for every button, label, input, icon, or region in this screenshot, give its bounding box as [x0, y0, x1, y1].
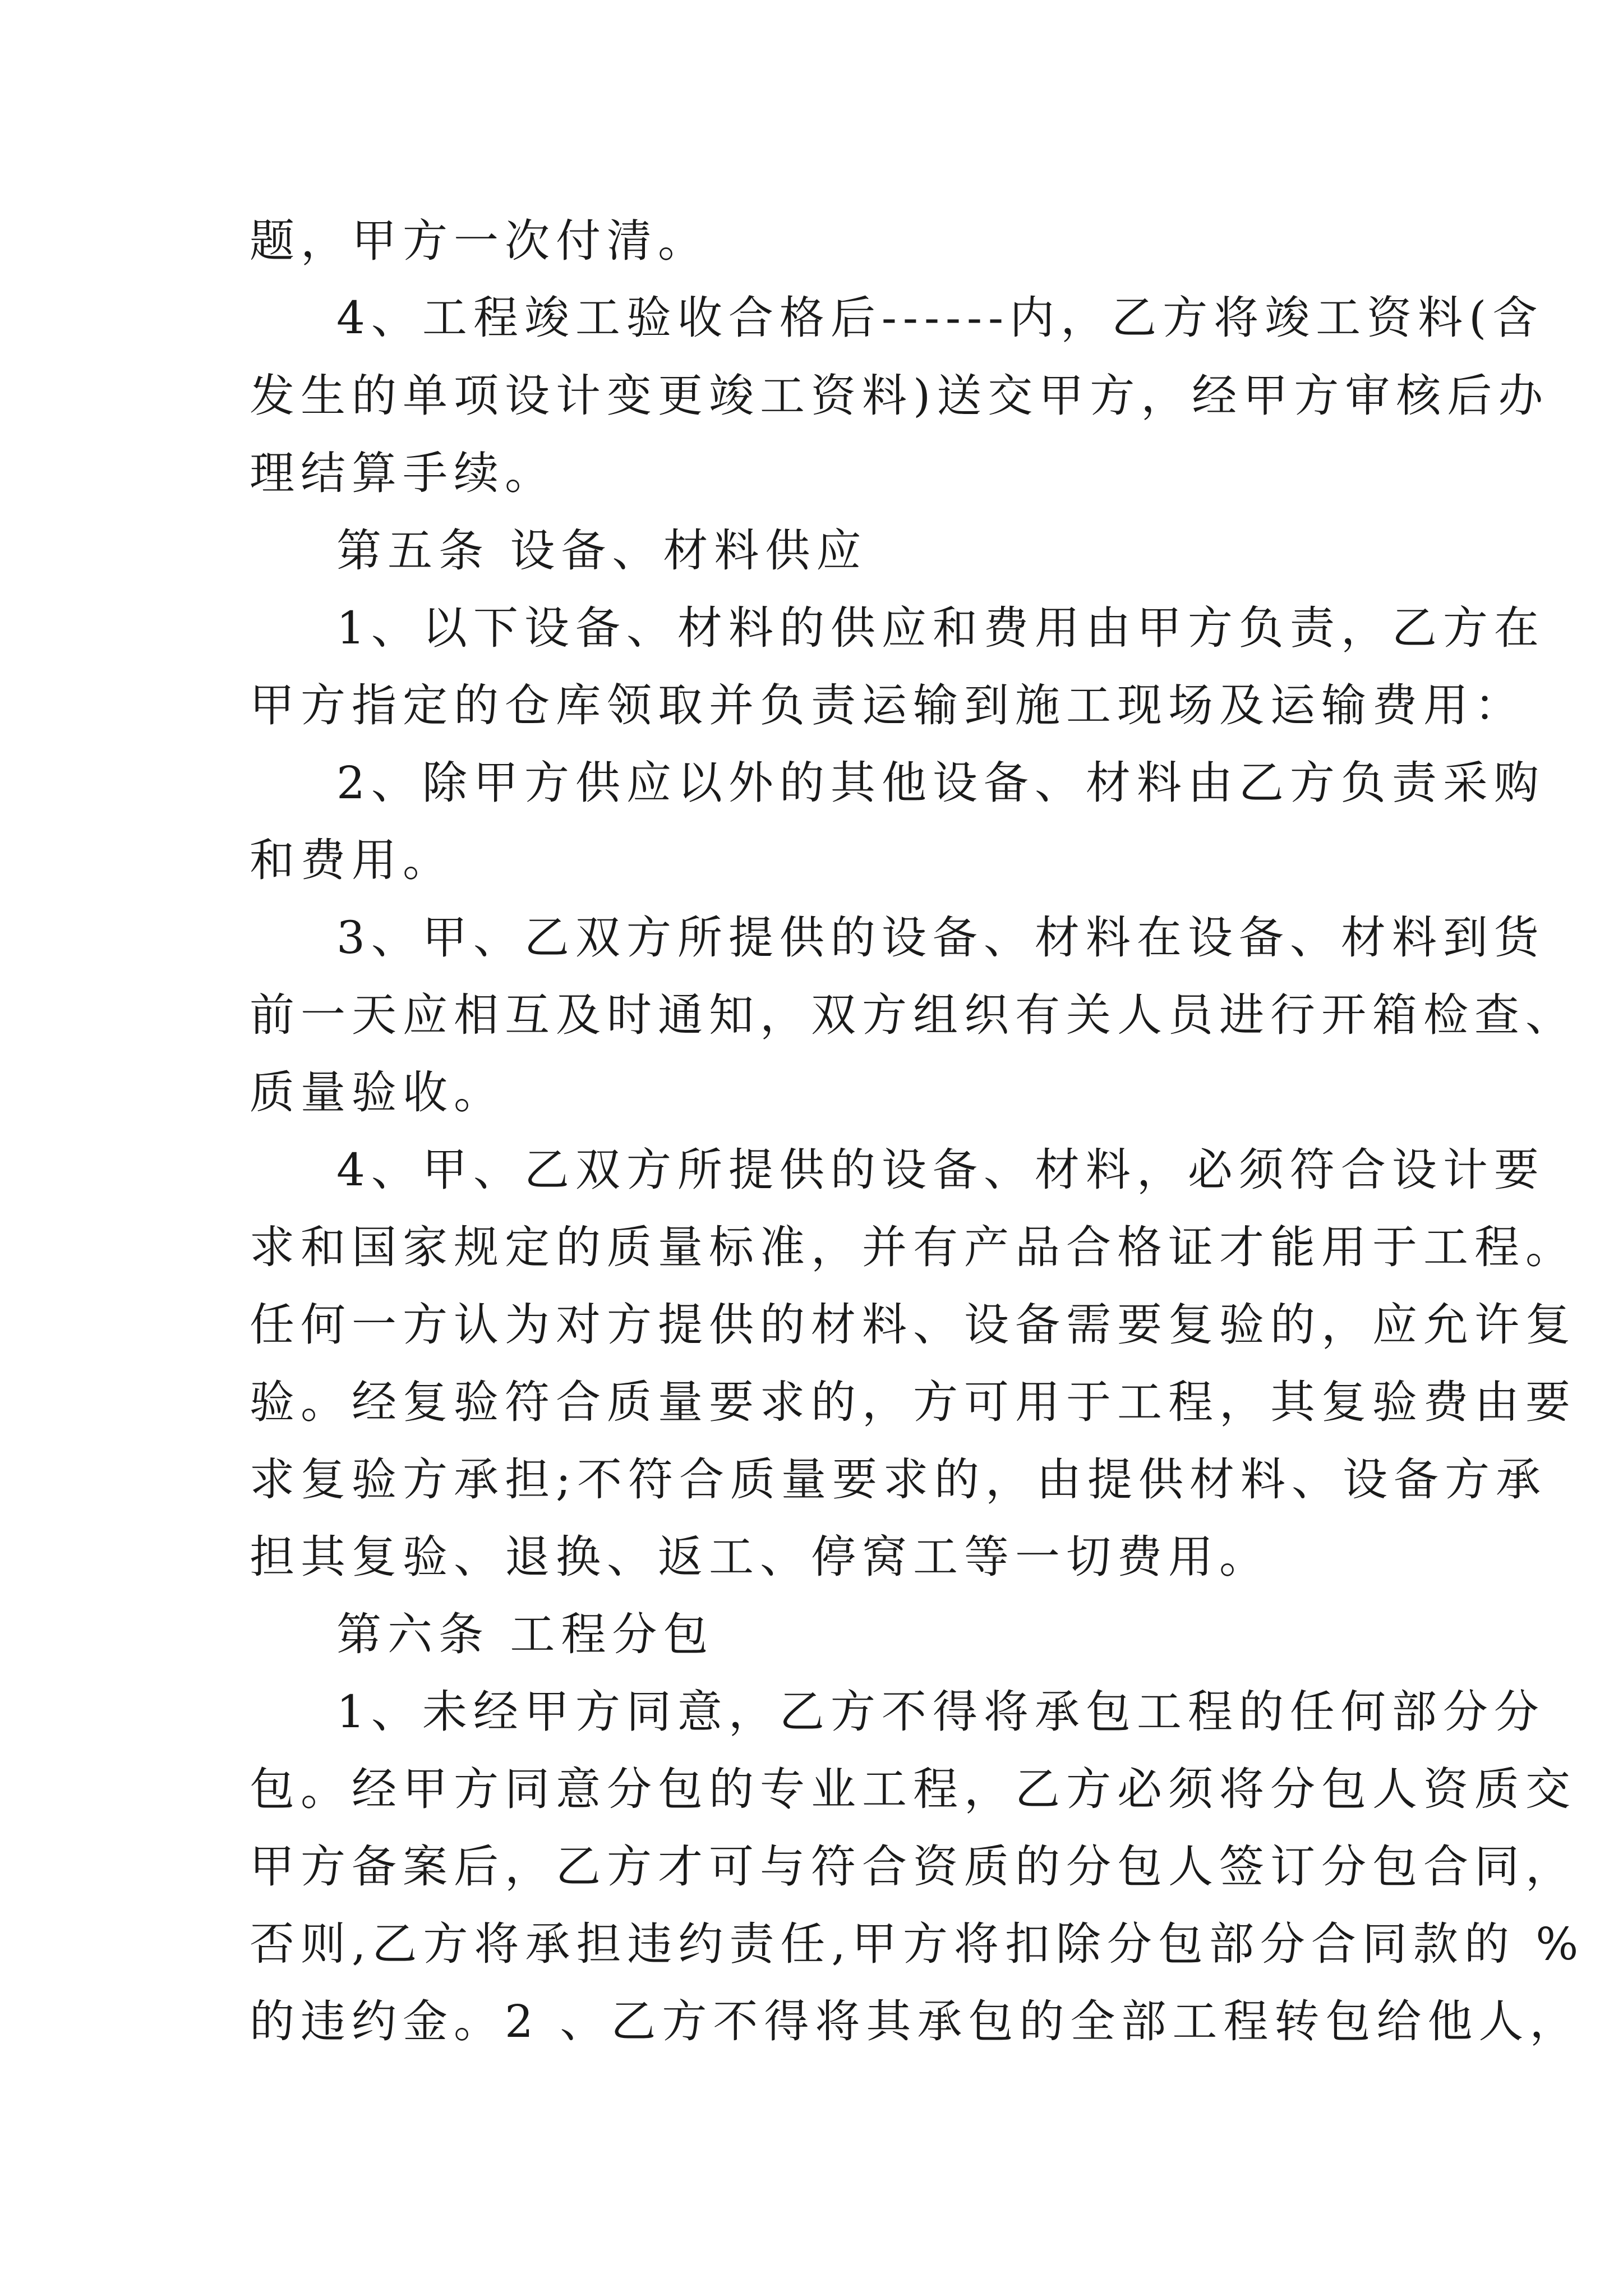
text-line: 否则,乙方将承担违约责任,甲方将扣除分包部分合同款的 % — [250, 1918, 1585, 1970]
text-line: 甲方备案后，乙方才可与符合资质的分包人签订分包合同， — [250, 1841, 1576, 1893]
text-line: 发生的单项设计变更竣工资料)送交甲方，经甲方审核后办 — [250, 370, 1550, 422]
text-line: 理结算手续。 — [250, 447, 556, 499]
text-line: 1、未经甲方同意，乙方不得将承包工程的任何部分分 — [336, 1686, 1545, 1738]
text-line: 3、甲、乙双方所提供的设备、材料在设备、材料到货 — [336, 912, 1545, 964]
text-line: 题，甲方一次付清。 — [250, 215, 709, 267]
text-line: 甲方指定的仓库领取并负责运输到施工现场及运输费用： — [250, 679, 1525, 731]
text-line: 包。经甲方同意分包的专业工程，乙方必须将分包人资质交 — [250, 1763, 1576, 1815]
text-line: 4、甲、乙双方所提供的设备、材料，必须符合设计要 — [336, 1144, 1545, 1196]
text-line: 任何一方认为对方提供的材料、设备需要复验的，应允许复 — [250, 1299, 1576, 1351]
text-line: 担其复验、退换、返工、停窝工等一切费用。 — [250, 1531, 1270, 1583]
section-heading: 第五条 设备、材料供应 — [336, 524, 868, 577]
text-line: 验。经复验符合质量要求的，方可用于工程，其复验费由要 — [250, 1376, 1576, 1428]
text-line: 1、以下设备、材料的供应和费用由甲方负责，乙方在 — [336, 602, 1545, 654]
text-line: 求复验方承担;不符合质量要求的，由提供材料、设备方承 — [250, 1453, 1547, 1506]
text-line: 2、除甲方供应以外的其他设备、材料由乙方负责采购 — [336, 757, 1545, 809]
text-line: 前一天应相互及时通知，双方组织有关人员进行开箱检查、 — [250, 989, 1576, 1041]
text-line: 4、工程竣工验收合格后------内，乙方将竣工资料(含 — [336, 292, 1544, 344]
text-line: 求和国家规定的质量标准，并有产品合格证才能用于工程。 — [250, 1221, 1576, 1273]
text-line: 和费用。 — [250, 834, 454, 886]
text-line: 的违约金。2 、乙方不得将其承包的全部工程转包给他人， — [250, 1995, 1581, 2047]
text-line: 质量验收。 — [250, 1066, 505, 1119]
section-heading: 第六条 工程分包 — [336, 1608, 714, 1660]
